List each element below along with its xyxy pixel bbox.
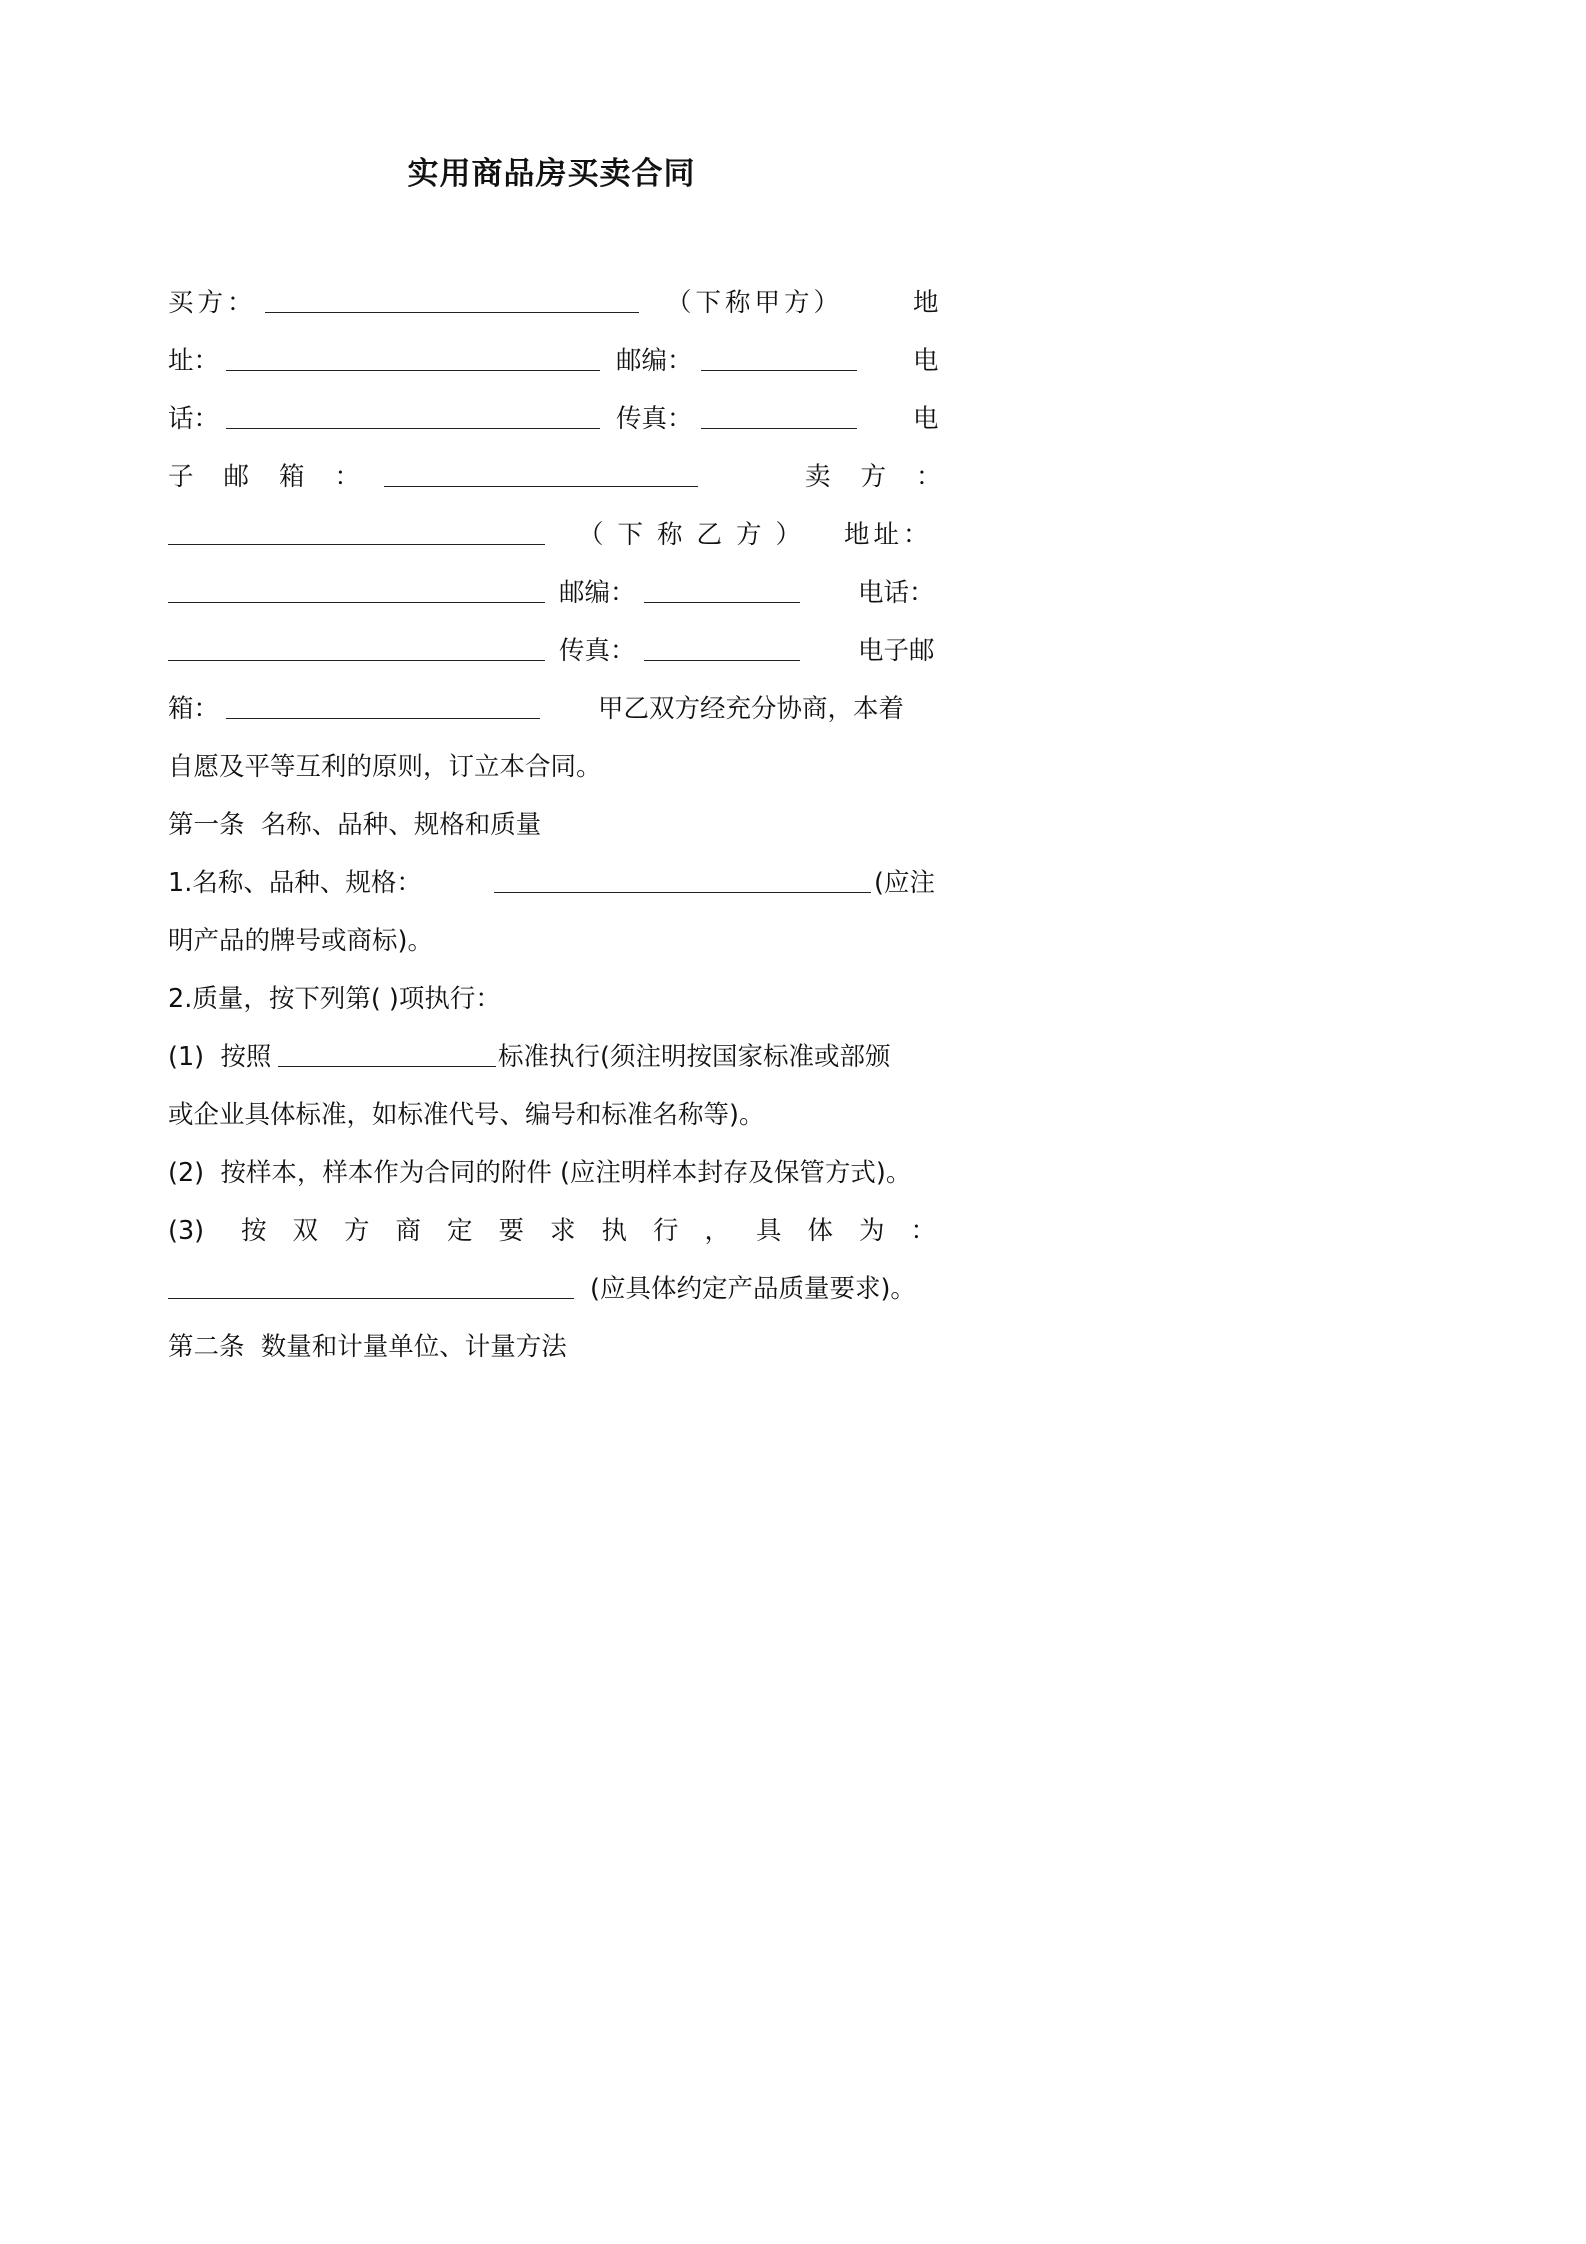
opt3-note: (应具体约定产品质量要求)。 bbox=[590, 1274, 916, 1304]
preamble-text: 甲乙双方经充分协商，本着 bbox=[598, 694, 905, 724]
seller-fax-field[interactable] bbox=[644, 631, 800, 671]
buyer-label: 买方： bbox=[168, 288, 257, 318]
item1-label: 1.名称、品种、规格： bbox=[168, 868, 422, 898]
buyer-email-label-cont: 子邮箱： bbox=[168, 462, 391, 492]
line-article2-heading bbox=[168, 1327, 943, 1367]
preamble-text-cont: 自愿及平等互利的原则，订立本合同。 bbox=[168, 752, 602, 782]
seller-phone-label: 电话： bbox=[858, 578, 935, 608]
buyer-phone-label-cont: 话： bbox=[168, 404, 220, 434]
seller-email-field[interactable] bbox=[226, 689, 540, 729]
buyer-address-label: 地 bbox=[913, 288, 939, 318]
line-item1 bbox=[168, 863, 943, 903]
line-opt2 bbox=[168, 1153, 943, 1193]
article2-heading: 第二条 数量和计量单位、计量方法 bbox=[168, 1332, 567, 1362]
item2-label: 2.质量，按下列第( )项执行： bbox=[168, 984, 501, 1014]
line-seller-address bbox=[168, 573, 943, 613]
seller-postcode-label: 邮编： bbox=[559, 578, 636, 608]
buyer-alias: （下称甲方） bbox=[666, 288, 844, 318]
seller-address-label: 地址： bbox=[844, 520, 933, 550]
seller-address-field[interactable] bbox=[168, 573, 545, 613]
seller-email-label-cont: 箱： bbox=[168, 694, 220, 724]
buyer-email-label: 电 bbox=[913, 404, 939, 434]
line-article1-heading bbox=[168, 805, 943, 845]
seller-fax-label: 传真： bbox=[559, 636, 636, 666]
item1-note: (应注 bbox=[874, 868, 935, 898]
line-buyer-address bbox=[168, 341, 943, 381]
buyer-fax-label: 传真： bbox=[616, 404, 693, 434]
seller-name-field[interactable] bbox=[168, 515, 545, 555]
item1-field[interactable] bbox=[494, 863, 871, 903]
buyer-phone-label: 电 bbox=[913, 346, 939, 376]
buyer-email-field[interactable] bbox=[384, 457, 698, 497]
line-item1-note bbox=[168, 921, 943, 961]
line-opt3-cont bbox=[168, 1269, 943, 1309]
seller-postcode-field[interactable] bbox=[644, 573, 800, 613]
item1-note-cont: 明产品的牌号或商标)。 bbox=[168, 926, 433, 956]
seller-label: 卖方： bbox=[805, 462, 972, 492]
opt1-standard-field[interactable] bbox=[278, 1037, 496, 1077]
line-seller bbox=[168, 515, 943, 555]
opt1-prefix: (1) 按照 bbox=[168, 1042, 272, 1072]
seller-email-label: 电子邮 bbox=[858, 636, 935, 666]
line-opt1 bbox=[168, 1037, 943, 1077]
document-title: 实用商品房买卖合同 bbox=[407, 156, 696, 192]
seller-alias: （下称乙方） bbox=[578, 520, 816, 550]
buyer-address-field[interactable] bbox=[226, 341, 600, 381]
contract-page bbox=[0, 0, 1103, 1560]
buyer-address-label-cont: 址： bbox=[168, 346, 220, 376]
opt3-text: 按双方商定要求执行，具体为： bbox=[241, 1216, 963, 1246]
seller-phone-field[interactable] bbox=[168, 631, 545, 671]
buyer-postcode-field[interactable] bbox=[701, 341, 857, 381]
buyer-postcode-label: 邮编： bbox=[616, 346, 693, 376]
buyer-name-field[interactable] bbox=[265, 283, 639, 323]
line-opt1-cont bbox=[168, 1095, 943, 1135]
line-buyer bbox=[168, 283, 943, 323]
buyer-fax-field[interactable] bbox=[701, 399, 857, 439]
line-buyer-email bbox=[168, 457, 972, 497]
opt1-cont: 或企业具体标准，如标准代号、编号和标准名称等)。 bbox=[168, 1100, 765, 1130]
article1-heading: 第一条 名称、品种、规格和质量 bbox=[168, 810, 542, 840]
line-seller-phone bbox=[168, 631, 943, 671]
line-preamble bbox=[168, 747, 943, 787]
line-opt3 bbox=[168, 1211, 963, 1251]
buyer-phone-field[interactable] bbox=[226, 399, 600, 439]
opt1-suffix: 标准执行(须注明按国家标准或部颁 bbox=[498, 1042, 891, 1072]
opt2-text: (2) 按样本，样本作为合同的附件 (应注明样本封存及保管方式)。 bbox=[168, 1158, 912, 1188]
line-seller-email bbox=[168, 689, 943, 729]
opt3-number: (3) bbox=[168, 1216, 205, 1246]
line-buyer-phone bbox=[168, 399, 943, 439]
opt3-requirements-field[interactable] bbox=[168, 1269, 574, 1309]
line-item2 bbox=[168, 979, 943, 1019]
